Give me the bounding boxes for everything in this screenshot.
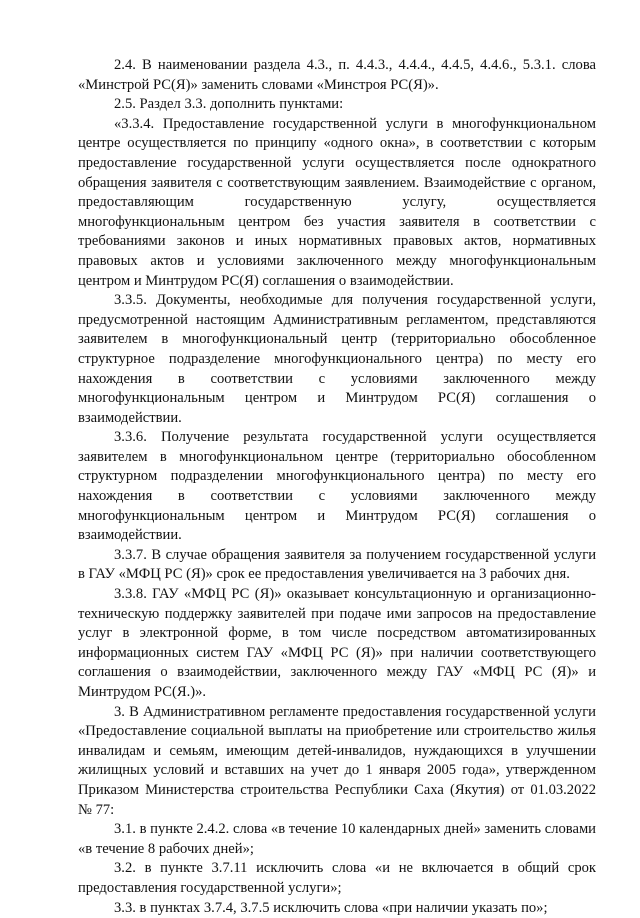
paragraph-3-2: 3.2. в пункте 3.7.11 исключить слова «и не включается в общий срок предоставления государственной услуги»; — [78, 860, 596, 896]
paragraph-3-1: 3.1. в пункте 2.4.2. слова «в течение 10 календарных дней» заменить словами «в течение 8 рабочих дней»; — [78, 821, 596, 857]
paragraph-2-4: 2.4. В наименовании раздела 4.3., п. 4.4.3., 4.4.4., 4.4.5, 4.4.6., 5.3.1. слова «Минстрой РС(Я)» заменить словами «Минстроя РС(Я)». — [78, 57, 596, 93]
document-page — [78, 56, 596, 918]
paragraph-3: 3. В Административном регламенте предоставления государственной услуги «Предоставление социальной выплаты на приобретение или строительство жилья инвалидам и семьям, имеющим детей-инвалидов, нуждающихся в улучшении жилищных условий и вставших на учет до 1 января 2005 года», утвержденном Приказом Министерства строительства Республики Саха (Якутия) от 01.03.2022 № 77: — [78, 703, 596, 818]
paragraph-3-3: 3.3. в пунктах 3.7.4, 3.7.5 исключить слова «при наличии указать по»; — [114, 899, 548, 916]
paragraph-3-3-8: 3.3.8. ГАУ «МФЦ РС (Я)» оказывает консультационную и организационно-техническую поддержку заявителей при подаче ими запросов на предоставление услуг в электронной форме, в том числе посредством автоматизированных информационных систем ГАУ «МФЦ РС (Я)» при наличии соответствующего соглашения о взаимодействии, заключенного между ГАУ «МФЦ РС (Я)» и Минтрудом РС(Я.)». — [78, 586, 596, 700]
paragraph-3-3-5: 3.3.5. Документы, необходимые для получения государственной услуги, предусмотренной настоящим Административным регламентом, представляются заявителем в многофункциональный центр (территориально обособленное структурное подразделение многофункционального центра) по месту его нахождения в соответствии с условиями заключенного между многофункциональным центром и Минтрудом РС(Я) соглашения о взаимодействии. — [78, 292, 596, 426]
paragraph-3-3-7: 3.3.7. В случае обращения заявителя за получением государственной услуги в ГАУ «МФЦ РС (Я)» срок ее предоставления увеличивается на 3 рабочих дня. — [78, 546, 596, 583]
paragraph-3-3-4: «3.3.4. Предоставление государственной услуги в многофункциональном центре осуществляется по принципу «одного окна», в соответствии с которым предоставление государственной услуги осуществляется после однократного обращения заявителя с соответствующим заявлением. Взаимодействие с органом, предоставляющим государственную услугу, осуществляется многофункциональным центром без участия заявителя в соответствии с требованиями законов и иных нормативных правовых актов, нормативных правовых актов и условиями заключенного между многофункциональным центром и Минтрудом РС(Я) соглашения о взаимодействии. — [78, 115, 596, 289]
paragraph-3-3-6: 3.3.6. Получение результата государственной услуги осуществляется заявителем в многофункциональном центре (территориально обособленном структурном подразделении многофункционального центра) по месту его нахождения в соответствии с условиями заключенного между многофункциональным центром и Минтрудом РС(Я) соглашения о взаимодействии. — [78, 429, 596, 544]
paragraph-2-5: 2.5. Раздел 3.3. дополнить пунктами: — [114, 96, 344, 113]
